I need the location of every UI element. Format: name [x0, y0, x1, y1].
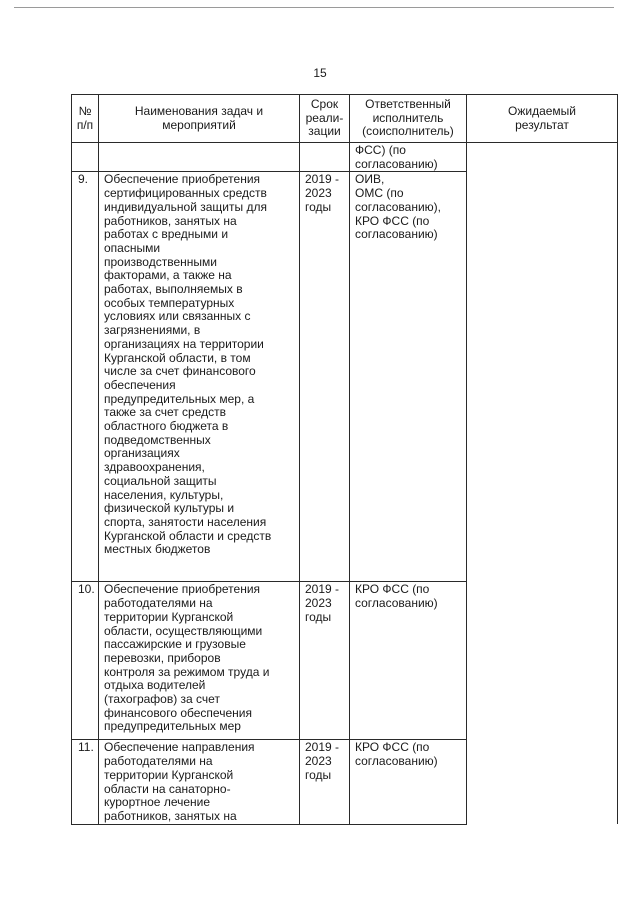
header-responsible: Ответственный исполнитель (соисполнитель): [350, 95, 467, 143]
row-term: 2019 - 2023 годы: [300, 740, 350, 824]
row-number: 9.: [72, 172, 99, 582]
measures-table: [71, 94, 618, 825]
row-term: [300, 143, 350, 172]
row-responsible: КРО ФСС (по согласованию): [350, 582, 467, 740]
row-number: 10.: [72, 582, 99, 740]
table-header-row: [72, 95, 618, 143]
row-task-name: Обеспечение приобретения работодателями на территории Курганской области, осуществляющими пассажирские и грузовые перевозки, приборов контроля за режимом труда и отдыха водителей (тахографов) за счет финансового обеспечения предупредительных мер: [99, 582, 300, 740]
row-responsible: КРО ФСС (по согласованию): [350, 740, 467, 824]
row-task-name: [99, 143, 300, 172]
table-row: [72, 143, 618, 172]
header-expected-result: Ожидаемый результат: [467, 95, 618, 143]
row-task-name: Обеспечение направления работодателями на территории Курганской области на санаторно- курортное лечение работников, занятых на: [99, 740, 300, 824]
scan-edge-line: [14, 7, 614, 8]
row-responsible: ФСС) (по согласованию): [350, 143, 467, 172]
expected-result-cell: [467, 143, 618, 825]
row-number: [72, 143, 99, 172]
row-term: 2019 - 2023 годы: [300, 582, 350, 740]
row-number: 11.: [72, 740, 99, 824]
row-task-name: Обеспечение приобретения сертифицированных средств индивидуальной защиты для работников, занятых на работах с вредными и опасными производственными факторами, а также на работах, выполняемых в особых температурных условиях или связанных с загрязнениями, в организациях на территории Курганской области, в том числе за счет финансового обеспечения предупредительных мер, а также за счет средств областного бюджета в подведомственных организациях здравоохранения, социальной защиты населения, культуры, физической культуры и спорта, занятости населения Курганской области и средств местных бюджетов: [99, 172, 300, 582]
row-responsible: ОИВ, ОМС (по согласованию), КРО ФСС (по согласованию): [350, 172, 467, 582]
header-number: № п/п: [72, 95, 99, 143]
header-task-name: Наименования задач и мероприятий: [99, 95, 300, 143]
header-term: Срок реали- зации: [300, 95, 350, 143]
page-number: 15: [313, 66, 327, 80]
row-term: 2019 - 2023 годы: [300, 172, 350, 582]
